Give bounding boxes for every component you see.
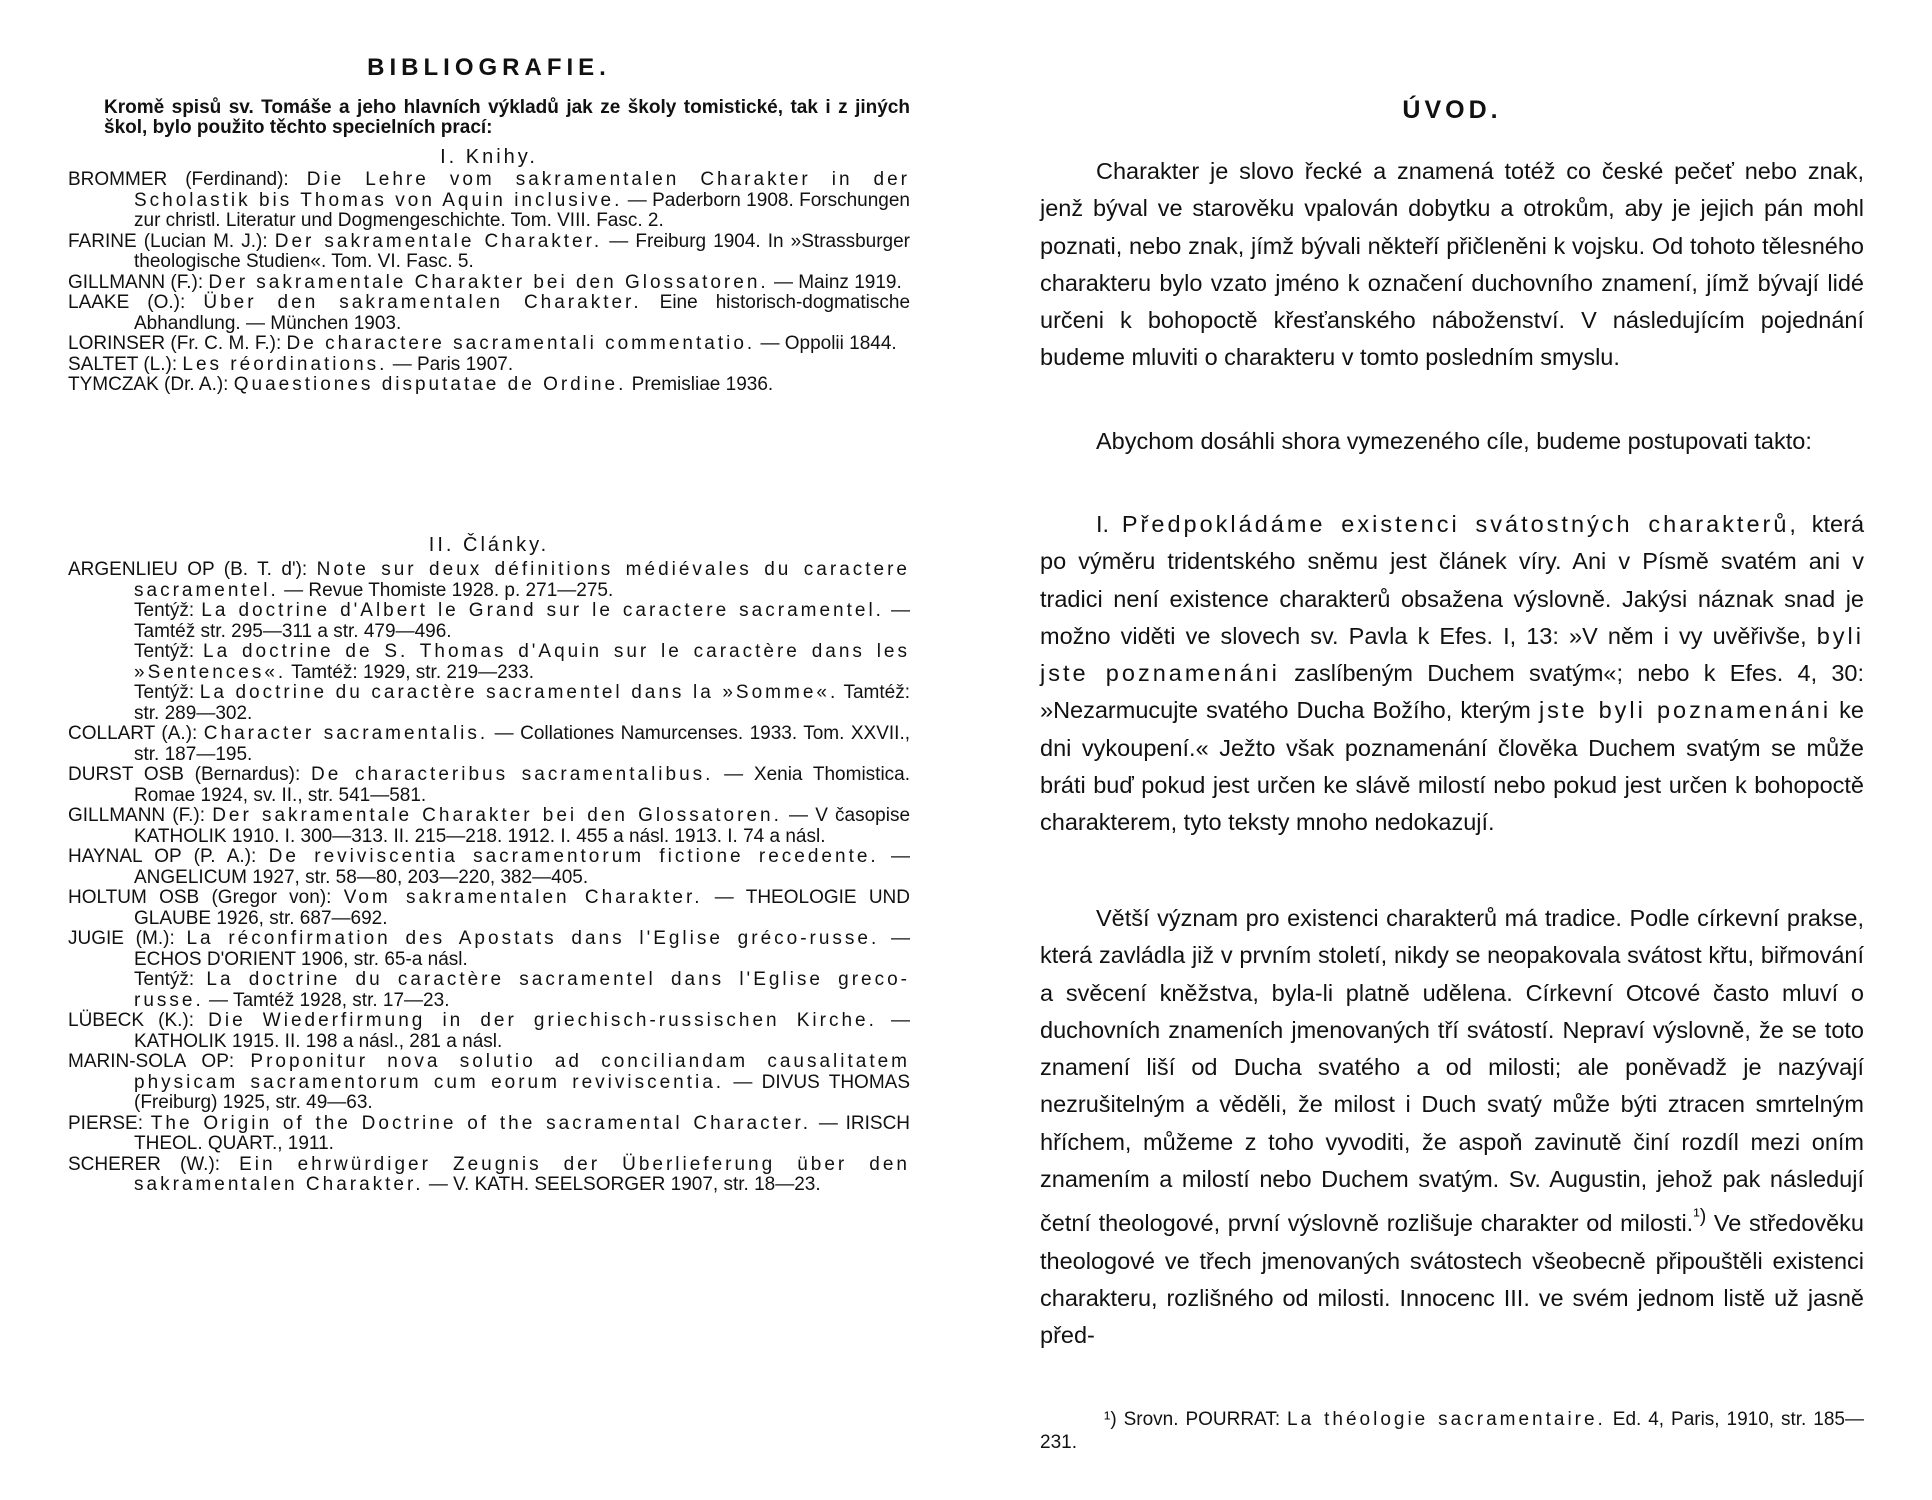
- bibliography-entry: [68, 1155, 910, 1196]
- entry-title: Les réordinations.: [182, 353, 388, 375]
- entry-details: — V časopise KATHOLIK 1910. I. 300—313. II. 215—218. 1912. I. 455 a násl. 1913. I. 74 a násl.: [134, 805, 911, 847]
- entry-details: — IRISCH THEOL. QUART., 1911.: [134, 1112, 911, 1154]
- entry-details: Tamtéž: 1929, str. 219—233.: [291, 661, 535, 683]
- footnote-reference: ¹): [1693, 1205, 1707, 1228]
- entry-title: The Origin of the Doctrine of the sacramental Character.: [150, 1112, 812, 1134]
- section-articles-heading: II. Články.: [428, 534, 550, 556]
- entry-author: TYMCZAK (Dr. A.):: [68, 374, 229, 395]
- entry-title: La réconfirmation des Apostats dans l'Eglise gréco-russe.: [186, 928, 880, 949]
- articles-list: [68, 560, 910, 1196]
- intro-paragraph-3: [1040, 506, 1864, 842]
- bibliography-title: BIBLIOGRAFIE.: [367, 54, 611, 81]
- footnote: [1040, 1408, 1864, 1454]
- entry-author: GILLMANN (F.):: [68, 805, 206, 826]
- intro-paragraph-2: Abychom dosáhli shora vymezeného cíle, budeme postupovati takto:: [1096, 428, 1812, 454]
- entry-title: Der sakramentale Charakter.: [274, 230, 603, 252]
- entry-details: — V. KATH. SEELSORGER 1907, str. 18—23.: [428, 1174, 821, 1195]
- entry-details: Premisliae 1936.: [631, 374, 774, 395]
- entry-author: Tentýž:: [134, 969, 195, 990]
- entry-title: De reviviscentia sacramentorum fictione recedente.: [268, 846, 879, 867]
- entry-details: — Freiburg 1904. In »Strassburger theologische Studien«. Tom. VI. Fasc. 5.: [134, 230, 911, 272]
- entry-title: Proponitur nova solutio ad conciliandam causalitatem physicam sacramentorum cum eorum reviviscentia.: [134, 1051, 910, 1093]
- paragraph-3-lead: I.: [1096, 511, 1110, 537]
- entry-details: — ECHOS D'ORIENT 1906, str. 65-a násl.: [134, 928, 911, 970]
- entry-author: Tentýž:: [134, 600, 195, 621]
- bibliography-entry: [68, 970, 910, 1011]
- bibliography-entry: [68, 170, 910, 232]
- entry-title: La doctrine du caractère sacramentel dans l'Eglise greco-russe.: [134, 969, 910, 1011]
- entry-title: Der sakramentale Charakter bei den Glossatoren.: [208, 271, 769, 293]
- bibliography-entry: [68, 806, 910, 847]
- entry-details: — Xenia Thomistica. Romae 1924, sv. II., str. 541—581.: [134, 764, 911, 806]
- footnote-text: Srovn. POURRAT:: [1123, 1409, 1281, 1430]
- bibliography-entry: [68, 683, 910, 724]
- entry-title: Note sur deux définitions médiévales du caractere sacramentel.: [134, 559, 910, 601]
- entry-details: — THEOLOGIE UND GLAUBE 1926, str. 687—692.: [134, 887, 910, 929]
- entry-title: La doctrine du caractère sacramentel dans la »Somme«.: [199, 682, 839, 703]
- bibliography-entry: [68, 888, 910, 929]
- entry-title: Character sacramentalis.: [203, 723, 489, 744]
- entry-details: — ANGELICUM 1927, str. 58—80, 203—220, 382—405.: [134, 846, 911, 888]
- entry-title: Der sakramentale Charakter bei den Glossatoren.: [212, 805, 782, 826]
- bibliography-intro: Kromě spisů sv. Tomáše a jeho hlavních výkladů jak ze školy tomistické, tak i z jiných škol, bylo použito těchto specielních prací:: [104, 97, 910, 138]
- bibliography-entry: [68, 601, 910, 642]
- entry-title: Die Lehre vom sakramentalen Charakter in der Scholastik bis Thomas von Aquin inclusive.: [134, 169, 910, 211]
- bibliography-entry: [68, 1114, 910, 1155]
- entry-title: La doctrine d'Albert le Grand sur le caractere sacramentel.: [201, 600, 884, 621]
- entry-author: HAYNAL OP (P. A.):: [68, 846, 257, 867]
- entry-details: — DIVUS THOMAS (Freiburg) 1925, str. 49—63.: [134, 1071, 911, 1113]
- entry-details: Eine historisch-dogmatische Abhandlung. — München 1903.: [134, 292, 911, 334]
- paragraph-4-end: Ve středověku theologové ve třech jmenovaných svátostech všeobecně připouštěli existenci charakteru, rozlišného od milosti. Innocenc III. ve svém jednom listě už jasně před-: [1040, 1210, 1864, 1349]
- entry-title: Über den sakramentalen Charakter.: [203, 292, 642, 313]
- entry-details: — Collationes Namurcenses. 1933. Tom. XXVII., str. 187—195.: [134, 723, 911, 765]
- section-books-heading: I. Knihy.: [440, 146, 538, 168]
- entry-title: De charactere sacramentali commentatio.: [286, 333, 756, 354]
- intro-paragraph-4: [1040, 900, 1864, 1354]
- bibliography-entry: [68, 232, 910, 273]
- bibliography-entry: [68, 273, 910, 294]
- bibliography-entry: [68, 765, 910, 806]
- entry-author: Tentýž:: [134, 682, 195, 703]
- entry-author: BROMMER (Ferdinand):: [68, 169, 289, 190]
- entry-author: SALTET (L.):: [68, 353, 178, 375]
- paragraph-3-text-a: která po výměru tridentského sněmu jest článek víry. Ani v Písmě svatém ani v tradici není existence charakterů obsažena výslovně. Jakýsi náznak snad je možno viděti ve slovech sv. Pavla k Efes. I, 13: »V něm i vy uvěřivše,: [1040, 511, 1865, 649]
- entry-author: DURST OSB (Bernardus):: [68, 764, 301, 785]
- entry-title: Quaestiones disputatae de Ordine.: [233, 374, 627, 395]
- entry-author: HOLTUM OSB (Gregor von):: [68, 887, 332, 908]
- introduction-title: ÚVOD.: [1402, 96, 1502, 124]
- bibliography-entry: [68, 355, 910, 376]
- bibliography-entry: [68, 1011, 910, 1052]
- intro-paragraph-1: Charakter je slovo řecké a znamená totéž co české pečeť nebo znak, jenž býval ve starověku vpalován dobytku a otrokům, aby je jejich pán mohl poznati, nebo znak, jímž bývali někteří přičleněni k vojsku. Od tohoto tělesného charakteru bylo vzato jméno k označení duchovního znamení, jímž bývají lidé určeni k bohopoctě křesťanského náboženství. V následujícím pojednání budeme mluviti o charakteru v tomto posledním smyslu.: [1040, 158, 1864, 371]
- entry-author: GILLMANN (F.):: [68, 271, 204, 293]
- entry-details: — Mainz 1919.: [773, 271, 902, 293]
- entry-title: Ein ehrwürdiger Zeugnis der Überlieferung über den sakramentalen Charakter.: [134, 1153, 910, 1195]
- paragraph-3-text-c: ke dni vykoupení.« Ježto však poznamenání člověka Duchem svatým se může bráti buď pokud jest určen ke slávě milostí nebo pokud jest určen k bohopoctě charakterem, tyto teksty mnoho nedokazují.: [1040, 697, 1864, 836]
- entry-details: — Oppolii 1844.: [760, 333, 897, 354]
- entry-details: — Tamtéž 1928, str. 17—23.: [209, 989, 450, 1011]
- bibliography-entry: [68, 334, 910, 355]
- entry-title: De characteribus sacramentalibus.: [311, 764, 714, 785]
- bibliography-entry: [68, 293, 910, 334]
- entry-author: JUGIE (M.):: [68, 928, 175, 949]
- entry-author: COLLART (A.):: [68, 723, 198, 744]
- scripture-emphasis-2: jste byli poznamenáni: [1538, 697, 1832, 724]
- entry-title: Die Wiederfirmung in der griechisch-russischen Kirche.: [208, 1010, 877, 1031]
- bibliography-entry: [68, 642, 910, 683]
- entry-details: — Paderborn 1908. Forschungen zur christl. Literatur und Dogmengeschichte. Tom. VIII. Fasc. 2.: [134, 189, 911, 231]
- entry-author: LORINSER (Fr. C. M. F.):: [68, 333, 282, 354]
- entry-author: LAAKE (O.):: [68, 292, 186, 313]
- entry-author: MARIN-SOLA OP:: [68, 1051, 235, 1072]
- paragraph-3-text-b: zaslíbeným Duchem svatým«; nebo k Efes. 4, 30: »Nezarmucujte svatého Ducha Božího, kterým: [1040, 660, 1864, 724]
- footnote-details: Ed. 4, Paris, 1910, str. 185—231.: [1040, 1409, 1864, 1453]
- entry-details: — Tamtéž str. 295—311 a str. 479—496.: [134, 600, 911, 642]
- entry-details: — Revue Thomiste 1928. p. 271—275.: [284, 579, 614, 601]
- entry-details: — Paris 1907.: [392, 353, 514, 375]
- footnote-mark: ¹): [1104, 1409, 1117, 1430]
- entry-author: FARINE (Lucian M. J.):: [68, 230, 268, 252]
- bibliography-entry: [68, 724, 910, 765]
- entry-title: Vom sakramentalen Charakter.: [343, 887, 703, 908]
- entry-details: Tamtéž: str. 289—302.: [134, 682, 910, 724]
- bibliography-entry: [68, 1052, 910, 1114]
- bibliography-entry: [68, 560, 910, 601]
- bibliography-entry: [68, 847, 910, 888]
- footnote-title: La théologie sacramentaire.: [1287, 1409, 1606, 1430]
- bibliography-entry: [68, 375, 910, 396]
- paragraph-3-emphasis: Předpokládáme existenci svátostných charakterů,: [1121, 511, 1799, 537]
- books-list: [68, 170, 910, 396]
- entry-author: SCHERER (W.):: [68, 1153, 221, 1175]
- scripture-emphasis-1: byli jste poznamenáni: [1040, 622, 1864, 687]
- entry-author: LÜBECK (K.):: [68, 1010, 195, 1031]
- entry-author: PIERSE:: [68, 1112, 143, 1134]
- entry-details: — KATHOLIK 1915. II. 198 a násl., 281 a násl.: [134, 1010, 910, 1052]
- entry-title: La doctrine de S. Thomas d'Aquin sur le caractère dans les »Sentences«.: [134, 641, 910, 683]
- paragraph-4-text: Větší význam pro existenci charakterů má tradice. Podle církevní prakse, která zavládla již v prvním století, nikdy se neopakovala svátost křtu, biřmování a svěcení kněžstva, byla-li platně udělena. Církevní Otcové často mluví o duchovních znameních jmenovaných tří svátostí. Nepraví výslovně, že se toto znamení liší od Ducha svatého a od milosti; ale poněvadž je nazývají nezrušitelným a věděli, že milost i Duch svatý může býti ztracen smrtelným hříchem, můžeme z toho vyvoditi, že aspoň zavinutě činí rozdíl mezi oním znamením a milostí nebo Duchem svatým. Sv. Augustin, jehož pak následují četní theologové, první výslovně rozlišuje charakter od milosti.: [1040, 905, 1864, 1237]
- entry-author: ARGENLIEU OP (B. T. d'):: [68, 559, 308, 580]
- bibliography-entry: [68, 929, 910, 970]
- entry-author: Tentýž:: [134, 641, 195, 662]
